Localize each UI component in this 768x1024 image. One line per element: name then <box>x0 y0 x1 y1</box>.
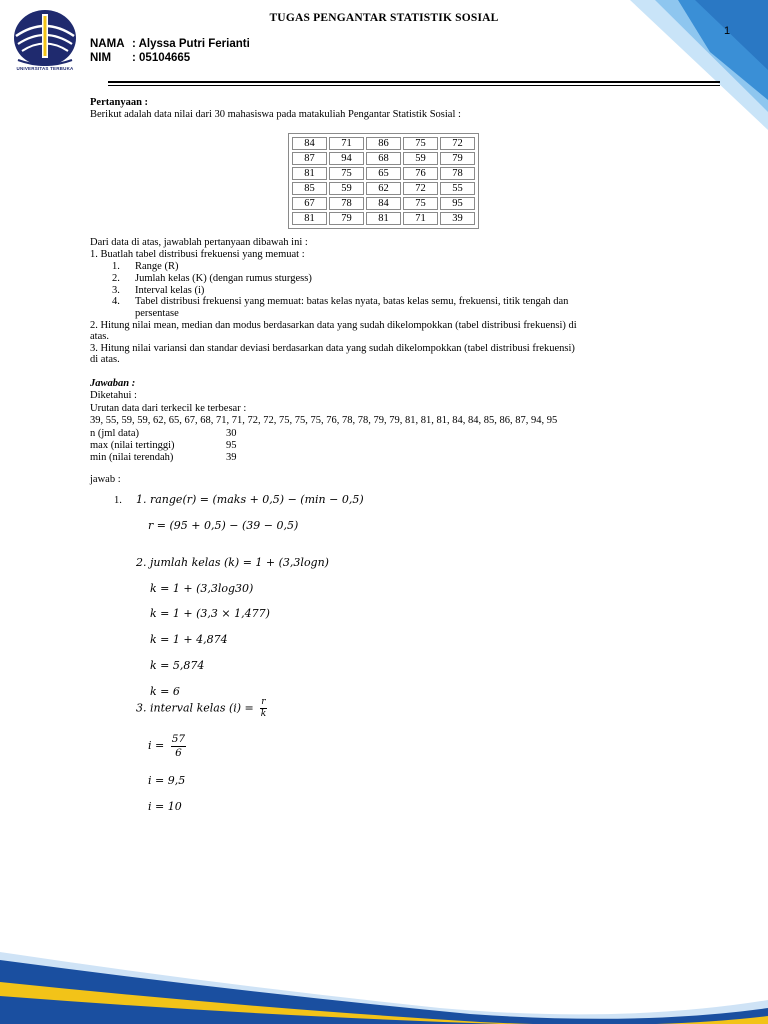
table-cell: 71 <box>329 137 364 150</box>
name-label: NAMA <box>90 38 125 50</box>
header-rule-top <box>108 81 720 83</box>
table-row <box>292 212 475 225</box>
logo-caption: UNIVERSITAS TERBUKA <box>16 66 74 71</box>
fraction-numerator: 57 <box>171 733 186 745</box>
question-intro: Berikut adalah data nilai dari 30 mahasiswa pada matakuliah Pengantar Statistik Sosial : <box>90 109 461 120</box>
table-cell: 68 <box>366 152 401 165</box>
sub-item-4 <box>112 296 568 308</box>
table-cell: 78 <box>440 167 475 180</box>
table-cell: 76 <box>403 167 438 180</box>
question-3-line2: di atas. <box>90 354 120 365</box>
table-row <box>292 137 475 150</box>
table-cell: 81 <box>292 167 327 180</box>
name-row <box>90 38 250 50</box>
stat-label: min (nilai terendah) <box>90 452 174 463</box>
fraction-denominator: k <box>260 709 267 719</box>
sub-item-2 <box>112 273 312 285</box>
document-title: TUGAS PENGANTAR STATISTIK SOSIAL <box>269 12 499 24</box>
answer-heading: Jawaban : <box>90 378 136 389</box>
table-cell: 75 <box>329 167 364 180</box>
sub-item-4-continued: persentase <box>135 308 179 319</box>
class-count-step-2: k = 1 + (3,3 × 1,477) <box>150 607 270 620</box>
nim-label: NIM <box>90 52 112 64</box>
sub-item-text: Tabel distribusi frekuensi yang memuat: batas kelas nyata, batas kelas semu, frekuensi, titik tengah dan <box>135 296 569 307</box>
table-cell: 95 <box>440 197 475 210</box>
table-cell: 55 <box>440 182 475 195</box>
table-cell: 79 <box>329 212 364 225</box>
table-row <box>292 182 475 195</box>
nim-row <box>90 52 190 64</box>
sub-item-1 <box>112 261 178 273</box>
sub-item-text: Jumlah kelas (K) (dengan rumus sturgess) <box>135 273 312 284</box>
stat-label: max (nilai tertinggi) <box>90 440 175 451</box>
range-formula: 1. range(r) = (maks + 0,5) − (min − 0,5) <box>136 493 364 506</box>
class-count-formula: 2. jumlah kelas (k) = 1 + (3,3logn) <box>136 556 329 569</box>
table-cell: 72 <box>403 182 438 195</box>
table-cell: 81 <box>366 212 401 225</box>
interval-step-3: i = 10 <box>148 800 182 813</box>
table-cell: 78 <box>329 197 364 210</box>
class-count-step-4: k = 5,874 <box>150 659 205 672</box>
table-cell: 59 <box>403 152 438 165</box>
question-2-line2: atas. <box>90 331 109 342</box>
table-cell: 86 <box>366 137 401 150</box>
table-cell: 39 <box>440 212 475 225</box>
header-rule-bottom <box>108 85 720 87</box>
table-cell: 72 <box>440 137 475 150</box>
sub-item-text: Range (R) <box>135 261 179 272</box>
table-cell: 79 <box>440 152 475 165</box>
table-cell: 65 <box>366 167 401 180</box>
class-count-step-5: k = 6 <box>150 685 180 698</box>
table-cell: 85 <box>292 182 327 195</box>
table-cell: 84 <box>292 137 327 150</box>
stat-value: 30 <box>226 428 237 439</box>
table-cell: 81 <box>292 212 327 225</box>
table-cell: 75 <box>403 137 438 150</box>
sorted-data: 39, 55, 59, 59, 62, 65, 67, 68, 71, 71, 72, 72, 75, 75, 75, 76, 78, 78, 79, 79, 81, 81, 81, 84, 84, 85, 86, 87, 94, 95 <box>90 415 558 426</box>
sub-item-num: 1. <box>112 261 120 272</box>
range-substitution: r = (95 + 0,5) − (39 − 0,5) <box>148 519 299 532</box>
table-cell: 75 <box>403 197 438 210</box>
footer-wave-decoration <box>0 930 768 1024</box>
data-table <box>288 133 479 229</box>
stat-row-n <box>90 428 237 440</box>
name-value: : Alyssa Putri Ferianti <box>132 38 250 50</box>
sorted-label: Urutan data dari terkecil ke terbesar : <box>90 403 247 414</box>
table-cell: 94 <box>329 152 364 165</box>
fraction <box>171 734 186 758</box>
table-row <box>292 167 475 180</box>
interval-step-1 <box>148 734 186 758</box>
answer-outer-number: 1. <box>114 495 122 506</box>
table-row <box>292 152 475 165</box>
fraction-denominator: 6 <box>175 746 182 759</box>
question-2-line1: 2. Hitung nilai mean, median dan modus berdasarkan data yang sudah dikelompokkan (tabel distribusi frekuensi) di <box>90 320 577 331</box>
sub-item-num: 3. <box>112 285 120 296</box>
table-cell: 62 <box>366 182 401 195</box>
table-cell: 84 <box>366 197 401 210</box>
nim-value: : 05104665 <box>132 52 191 64</box>
interval-step-2: i = 9,5 <box>148 774 186 787</box>
stat-label: n (jml data) <box>90 428 139 439</box>
sub-item-num: 4. <box>112 296 120 307</box>
interval-formula-prefix: 3. interval kelas (i) = <box>136 701 254 715</box>
table-cell: 71 <box>403 212 438 225</box>
interval-step-prefix: i = <box>148 739 165 752</box>
page-number: 1 <box>724 25 731 37</box>
class-count-step-1: k = 1 + (3,3log30) <box>150 582 254 595</box>
table-cell: 87 <box>292 152 327 165</box>
stat-row-max <box>90 440 237 452</box>
table-cell: 67 <box>292 197 327 210</box>
question-heading: Pertanyaan : <box>90 97 149 108</box>
stat-value: 39 <box>226 452 237 463</box>
stat-row-min <box>90 452 237 464</box>
diketahui-label: Diketahui : <box>90 390 137 401</box>
question-prompt: Dari data di atas, jawablah pertanyaan dibawah ini : <box>90 237 308 248</box>
jawab-label: jawab : <box>90 474 121 485</box>
class-count-step-3: k = 1 + 4,874 <box>150 633 228 646</box>
question-3-line1: 3. Hitung nilai variansi dan standar deviasi berdasarkan data yang sudah dikelompokkan (tabel distribusi frekuensi) <box>90 343 575 354</box>
table-cell: 59 <box>329 182 364 195</box>
question-1: 1. Buatlah tabel distribusi frekuensi yang memuat : <box>90 249 305 260</box>
fraction-numerator: r <box>261 697 266 707</box>
sub-item-num: 2. <box>112 273 120 284</box>
fraction <box>260 698 266 719</box>
interval-formula <box>136 698 267 719</box>
table-row <box>292 197 475 210</box>
sub-item-text: Interval kelas (i) <box>135 285 205 296</box>
stat-value: 95 <box>226 440 237 451</box>
